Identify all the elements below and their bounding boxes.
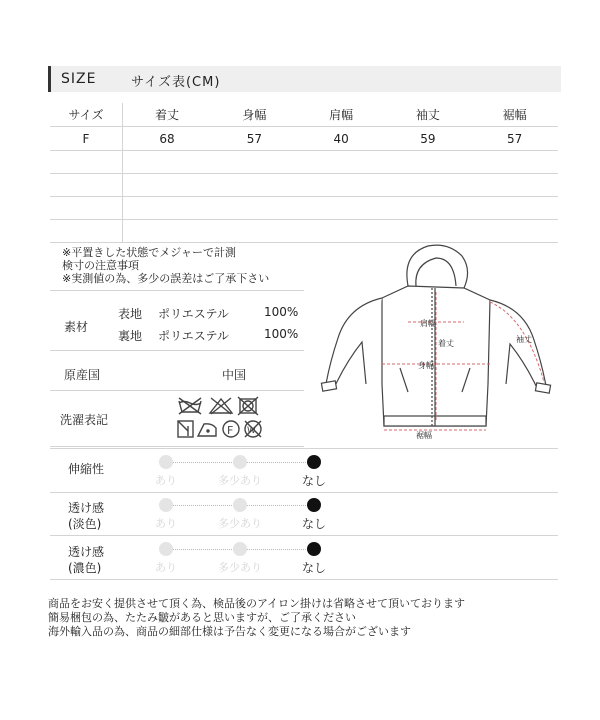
footer-note: 海外輸入品の為、商品の細部仕様は予告なく変更になる場合がございます bbox=[48, 625, 411, 638]
iron-low-icon bbox=[198, 424, 216, 436]
table-row bbox=[50, 151, 558, 174]
material-percent: 100% bbox=[264, 327, 299, 341]
no-bleach-icon bbox=[210, 398, 232, 414]
rating-divider bbox=[50, 535, 558, 536]
table-header-cell: 着丈 bbox=[123, 103, 212, 127]
origin-label: 原産国 bbox=[64, 368, 101, 382]
rating-divider bbox=[50, 492, 558, 493]
table-header-row bbox=[50, 103, 558, 127]
size-header bbox=[48, 66, 561, 92]
rating-dot bbox=[233, 498, 247, 512]
material-part: 裏地 bbox=[118, 329, 143, 343]
rating-label: 透け感 (淡色) bbox=[68, 501, 105, 531]
table-cell: 68 bbox=[123, 127, 212, 151]
rating-label: 透け感 (濃色) bbox=[68, 545, 105, 575]
rating-divider bbox=[50, 579, 558, 580]
dry-clean-f-icon bbox=[223, 421, 239, 437]
size-table-title: サイズ表(CM) bbox=[131, 75, 221, 90]
table-header-cell: 裾幅 bbox=[471, 103, 558, 127]
material-fabric: ポリエステル bbox=[158, 307, 229, 321]
svg-text:F: F bbox=[227, 424, 234, 437]
material-fabric: ポリエステル bbox=[158, 329, 229, 343]
rating-option-label: あり bbox=[155, 561, 177, 574]
diagram-label-shoulder: 肩幅 bbox=[420, 319, 436, 328]
footer-note: 簡易梱包の為、たたみ皺があると思いますが、ご了承ください bbox=[48, 611, 356, 624]
jacket-diagram bbox=[304, 242, 568, 446]
laundry-icons bbox=[176, 396, 266, 444]
measure-note: ※実測値の為、多少の誤差はご了承下さい bbox=[62, 272, 270, 285]
table-cell: 57 bbox=[471, 127, 558, 151]
rating-dot bbox=[307, 542, 321, 556]
rating-label: 伸縮性 bbox=[68, 462, 105, 476]
rating-dot bbox=[233, 542, 247, 556]
rating-option-label: なし bbox=[301, 474, 326, 488]
svg-text:W: W bbox=[247, 426, 256, 436]
line-dry-shade-icon bbox=[178, 421, 193, 437]
material-label: 素材 bbox=[64, 320, 89, 334]
measure-note: 検寸の注意事項 bbox=[62, 259, 139, 272]
rating-dot bbox=[159, 498, 173, 512]
rating-dot bbox=[159, 455, 173, 469]
rating-dot bbox=[307, 455, 321, 469]
table-header-cell: サイズ bbox=[50, 103, 123, 127]
table-row bbox=[50, 127, 558, 151]
rating-option-label: 多少あり bbox=[218, 474, 262, 487]
table-cell: 40 bbox=[298, 127, 385, 151]
rating-option-label: 多少あり bbox=[218, 561, 262, 574]
diagram-label-sleeve: 袖丈 bbox=[516, 335, 532, 344]
no-wet-clean-icon bbox=[245, 421, 261, 437]
table-row bbox=[50, 220, 558, 243]
material-percent: 100% bbox=[264, 305, 299, 319]
measure-note: ※平置きした状態でメジャーで計測 bbox=[62, 246, 236, 259]
material-part: 表地 bbox=[118, 307, 143, 321]
no-wash-icon bbox=[179, 398, 201, 414]
footer-note: 商品をお安く提供させて頂く為、検品後のアイロン掛けは省略させて頂いております bbox=[48, 597, 466, 610]
table-header-cell: 肩幅 bbox=[298, 103, 385, 127]
no-tumble-dry-icon bbox=[238, 397, 258, 415]
rating-option-label: なし bbox=[301, 517, 326, 531]
table-header-cell: 袖丈 bbox=[385, 103, 472, 127]
rating-dot bbox=[233, 455, 247, 469]
rating-dot bbox=[307, 498, 321, 512]
table-cell: 59 bbox=[385, 127, 472, 151]
table-row bbox=[50, 197, 558, 220]
size-heading: SIZE bbox=[61, 71, 97, 87]
table-cell: F bbox=[50, 127, 123, 151]
table-cell: 57 bbox=[211, 127, 298, 151]
origin-value: 中国 bbox=[222, 368, 247, 382]
diagram-label-length: 着丈 bbox=[438, 339, 454, 348]
diagram-label-body: 身幅 bbox=[418, 361, 434, 370]
diagram-label-hem: 裾幅 bbox=[416, 431, 432, 440]
size-table bbox=[50, 103, 558, 243]
rating-option-label: あり bbox=[155, 474, 177, 487]
rating-option-label: あり bbox=[155, 517, 177, 530]
table-row bbox=[50, 174, 558, 197]
rating-option-label: 多少あり bbox=[218, 517, 262, 530]
rating-dot bbox=[159, 542, 173, 556]
table-header-cell: 身幅 bbox=[211, 103, 298, 127]
laundry-label: 洗濯表記 bbox=[60, 413, 109, 427]
rating-option-label: なし bbox=[301, 561, 326, 575]
